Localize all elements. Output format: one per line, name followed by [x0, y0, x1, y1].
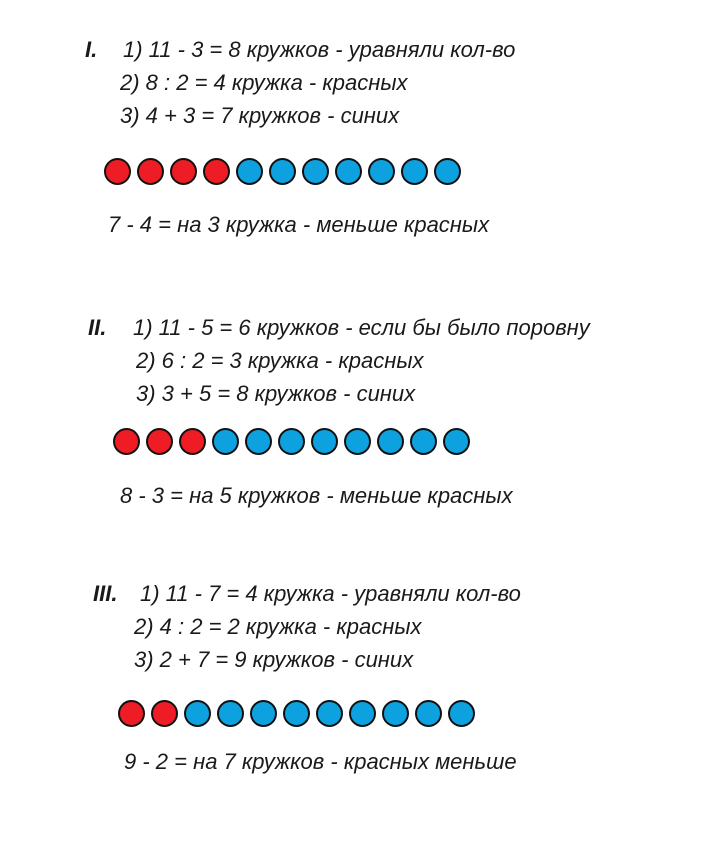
blue-circle — [349, 700, 376, 727]
step-line: 3) 3 + 5 = 8 кружков - синих — [136, 381, 416, 406]
blue-circle — [217, 700, 244, 727]
conclusion-line: 8 - 3 = на 5 кружков - меньше красных — [120, 483, 513, 508]
red-circle — [118, 700, 145, 727]
step-line: 1) 11 - 3 = 8 кружков - уравняли кол-во — [123, 37, 516, 62]
blue-circle — [283, 700, 310, 727]
blue-circle — [184, 700, 211, 727]
section-numeral: II. — [88, 315, 107, 340]
circle-row — [118, 700, 481, 730]
step-line: 3) 4 + 3 = 7 кружков - синих — [120, 103, 400, 128]
red-circle — [151, 700, 178, 727]
blue-circle — [316, 700, 343, 727]
blue-circle — [382, 700, 409, 727]
conclusion-line: 7 - 4 = на 3 кружка - меньше красных — [108, 212, 490, 237]
section-numeral: I. — [85, 37, 98, 62]
step-line: 2) 4 : 2 = 2 кружка - красных — [134, 614, 422, 639]
step-line: 1) 11 - 5 = 6 кружков - если бы было поровну — [133, 315, 590, 340]
conclusion-line: 9 - 2 = на 7 кружков - красных меньше — [124, 749, 517, 774]
blue-circle — [448, 700, 475, 727]
section-numeral: III. — [93, 581, 118, 606]
blue-circle — [415, 700, 442, 727]
step-line: 1) 11 - 7 = 4 кружка - уравняли кол-во — [140, 581, 521, 606]
step-line: 2) 8 : 2 = 4 кружка - красных — [120, 70, 408, 95]
blue-circle — [250, 700, 277, 727]
step-line: 2) 6 : 2 = 3 кружка - красных — [136, 348, 424, 373]
step-line: 3) 2 + 7 = 9 кружков - синих — [134, 647, 414, 672]
